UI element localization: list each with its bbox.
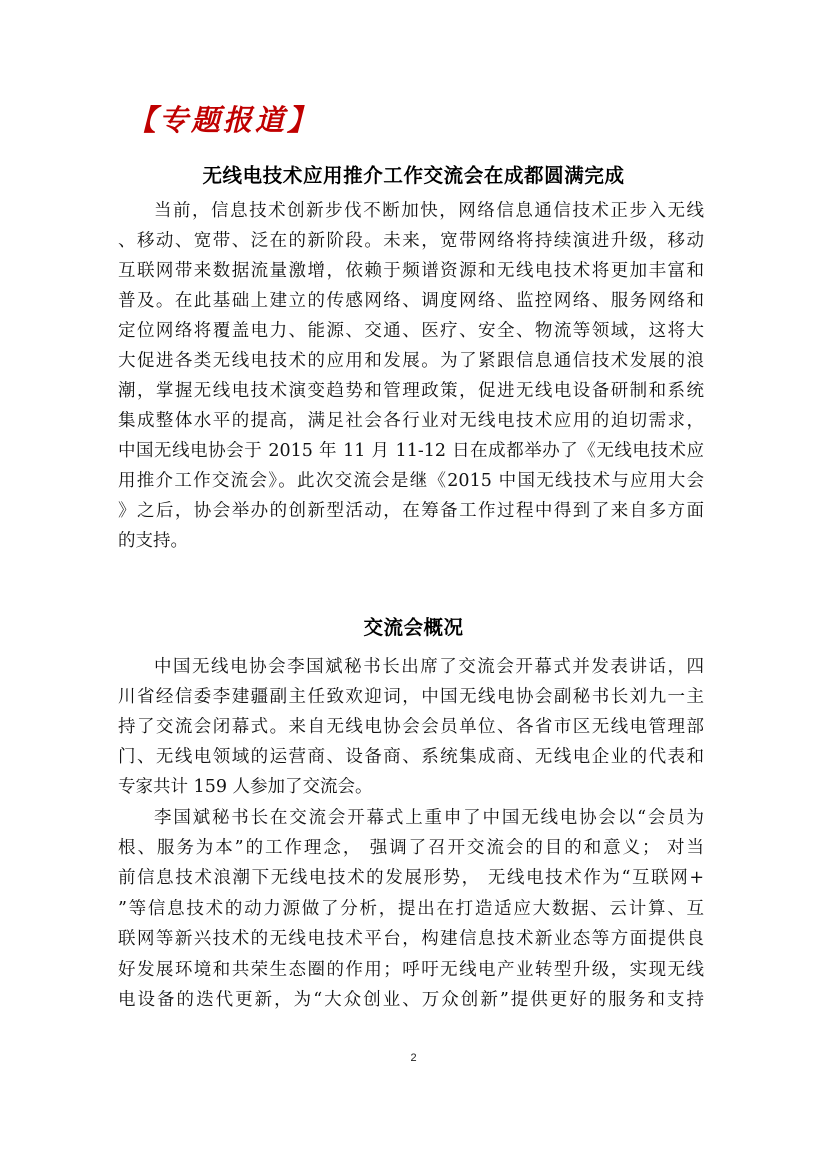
paragraph-line: 李国斌秘书长在交流会开幕式上重申了中国无线电协会以“会员为 [154,808,704,828]
paragraph-line: 好发展环境和共荣生态圈的作用；呼吁无线电产业转型升级，实现无线 [118,960,704,980]
paragraph-line: 川省经信委李建疆副主任致欢迎词，中国无线电协会副秘书长刘九一主 [118,687,704,707]
paragraph-line: 电设备的迭代更新，为“大众创业、万众创新”提供更好的服务和支持 [118,990,704,1010]
page-number: 2 [410,1052,417,1064]
paragraph-line: 专家共计 159 人参加了交流会。 [118,777,373,797]
paragraph-line: 门、无线电领域的运营商、设备商、系统集成商、无线电企业的代表和 [118,747,704,767]
paragraph-line: ”等信息技术的动力源做了分析，提出在打造适应大数据、云计算、互 [118,899,704,919]
paragraph-line: 持了交流会闭幕式。来自无线电协会会员单位、各省市区无线电管理部 [118,717,704,737]
paragraph-line: 中国无线电协会于 2015 年 11 月 11-12 日在成都举办了《无线电技术应 [118,441,704,461]
paragraph-line: 集成整体水平的提高，满足社会各行业对无线电技术应用的迫切需求， [118,411,704,431]
paragraph-line: 普及。在此基础上建立的传感网络、调度网络、监控网络、服务网络和 [118,291,704,311]
paragraph-line: 大促进各类无线电技术的应用和发展。为了紧跟信息通信技术发展的浪 [118,351,704,371]
paragraph-line: 联网等新兴技术的无线电技术平台，构建信息技术新业态等方面提供良 [118,929,704,949]
paragraph-line: 互联网带来数据流量激增，依赖于频谱资源和无线电技术将更加丰富和 [118,261,704,281]
section-tag: 【专题报道】 [127,103,320,137]
paragraph-line: 潮，掌握无线电技术演变趋势和管理政策，促进无线电设备研制和系统 [118,381,704,401]
section-title: 交流会概况 [363,616,464,639]
paragraph-line: 中国无线电协会李国斌秘书长出席了交流会开幕式并发表讲话，四 [154,657,704,677]
paragraph-line: 定位网络将覆盖电力、能源、交通、医疗、安全、物流等领域，这将大 [118,321,704,341]
paragraph-line: 、移动、宽带、泛在的新阶段。未来，宽带网络将持续演进升级，移动 [118,231,704,251]
paragraph-line: 的支持。 [118,531,188,551]
paragraph-line: 根、服务为本”的工作理念， 强调了召开交流会的目的和意义； 对当 [118,838,704,858]
article-title: 无线电技术应用推介工作交流会在成都圆满完成 [202,164,625,187]
paragraph-line: 前信息技术浪潮下无线电技术的发展形势， 无线电技术作为“互联网+ [118,868,704,888]
paragraph-line: 当前，信息技术创新步伐不断加快，网络信息通信技术正步入无线 [154,201,704,221]
paragraph-line: 用推介工作交流会》。此次交流会是继《2015 中国无线技术与应用大会 [118,471,704,491]
paragraph-line: 》之后，协会举办的创新型活动，在筹备工作过程中得到了来自多方面 [118,501,704,521]
